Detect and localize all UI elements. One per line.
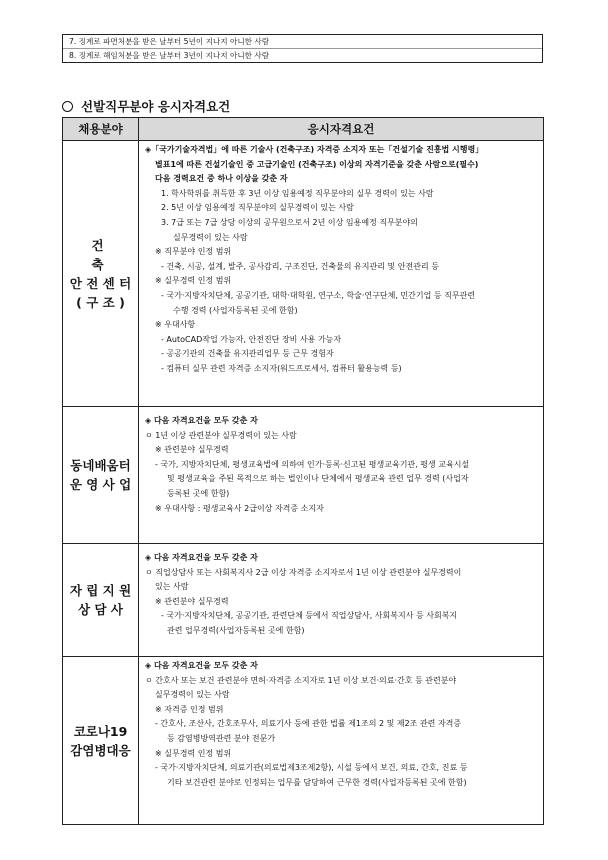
requirements-cell [139, 407, 544, 544]
circle-bullet-icon [62, 101, 73, 112]
category-line: 감염병대응 [70, 742, 131, 758]
category-line: 코로나19 [73, 723, 128, 739]
requirement-line: 실무경력이 있는 사람 [155, 690, 230, 700]
requirement-line: 및 평생교육을 주된 목적으로 하는 법인이나 단체에서 평생교육 관련 업무 경력 (사업자 [167, 474, 469, 484]
category-line: 안 전 센 터 [69, 275, 132, 291]
requirement-line: - 국가, 지방자치단체, 평생교육법에 의하여 인가·등록·신고된 평생교육기관, 평생 교육시설 [155, 459, 470, 469]
section-title-text: 선발직무분야 응시자격요건 [81, 99, 231, 114]
requirement-line: 있는 사람 [155, 582, 189, 592]
requirements-cell [139, 141, 544, 407]
category-line: 동네배움터 [70, 458, 131, 473]
requirements-cell [139, 657, 544, 825]
requirement-line: 다음 경력요건 중 하나 이상을 갖춘 자 [155, 174, 288, 184]
qualification-table [62, 117, 544, 825]
requirement-line: ◈「국가기술자격법」에 따른 기술사 (건축구조) 자격증 소지자 또는「건설기술 진흥법 시행령」 [145, 145, 484, 154]
requirement-line: 1. 학사학위를 취득한 후 3년 이상 임용예정 직무분야의 실무 경력이 있는 사람 [161, 188, 434, 198]
requirement-line: - 건축, 시공, 설계, 발주, 공사감리, 구조진단, 건축물의 유지관리 및 안전관리 등 [161, 261, 439, 271]
requirements-cell [139, 544, 544, 657]
table-row [63, 657, 544, 825]
requirement-line: ※ 관련분야 실무경력 [155, 445, 229, 455]
requirement-line: ※ 실무경력 인정 범위 [155, 748, 232, 758]
requirement-line: - 간호사, 조산사, 간호조무사, 의료기사 등에 관한 법률 제1조의 2 및 제2조 관련 자격증 [155, 719, 462, 729]
requirement-line: - AutoCAD작업 가능자, 안전진단 장비 사용 가능자 [161, 334, 342, 344]
requirement-line: ※ 우대사항 [155, 320, 196, 330]
category-cell [63, 141, 139, 407]
category-line: 건 축 [91, 237, 118, 272]
requirement-line: ㅇ 간호사 또는 보건 관련분야 면허·자격증 소지자로 1년 이상 보건·의료·간호 등 관련분야 [145, 675, 457, 685]
category-line: 자 립 지 원 [69, 583, 132, 598]
requirement-line: 관련 업무경력(사업자등록된 곳에 한함) [167, 625, 305, 635]
requirement-line: ㅇ 1년 이상 관련분야 실무경력이 있는 사람 [145, 430, 297, 440]
requirement-line: 기타 보건관련 분야로 인정되는 업무를 담당하여 근무한 경력(사업자등록된 곳에 한함) [167, 777, 467, 787]
requirement-line: 3. 7급 또는 7급 상당 이상의 공무원으로서 2년 이상 임용예정 직무분야의 [161, 217, 418, 227]
table-row [63, 141, 544, 407]
table-row [63, 544, 544, 657]
table-row [63, 407, 544, 544]
requirement-line: ※ 우대사항 : 평생교육사 2급이상 자격증 소지자 [155, 503, 324, 513]
requirement-line: 등록된 곳에 한함) [167, 488, 230, 498]
section-title [62, 97, 230, 115]
requirement-line: - 컴퓨터 실무 관련 자격증 소지자(워드프로세서, 컴퓨터 활용능력 등) [161, 363, 402, 373]
requirement-line: 수행 경력 (사업자등록된 곳에 한함) [173, 305, 298, 315]
requirement-line: ◈ 다음 자격요건을 모두 갖춘 자 [145, 661, 258, 670]
disqualification-notes-box [62, 34, 543, 63]
requirement-line: 별표1에 따른 건설기술인 중 고급기술인 (건축구조) 이상의 자격기준을 갖춘 사람으로(필수) [155, 159, 479, 169]
note-line: 7. 징계로 파면처분을 받은 날부터 5년이 지나지 아니한 사람 [69, 37, 270, 46]
col-header-field: 채용분야 [63, 118, 139, 141]
category-line: 운 영 사 업 [69, 477, 132, 492]
requirement-line: ㅇ 직업상담사 또는 사회복지사 2급 이상 자격증 소지자로서 1년 이상 관련분야 실무경력이 [145, 567, 462, 577]
requirement-line: 2. 5년 이상 임용예정 직무분야의 실무경력이 있는 사람 [161, 203, 354, 213]
category-cell [63, 544, 139, 657]
requirement-line: - 국가·지방자치단체, 공공기관, 관련단체 등에서 직업상담사, 사회복지사 등 사회복지 [161, 611, 458, 621]
requirement-line: ◈ 다음 자격요건을 모두 갖춘 자 [145, 553, 258, 562]
requirement-line: 등 감염병방역관련 분야 전문가 [167, 733, 276, 743]
col-header-requirements: 응시자격요건 [139, 118, 544, 141]
requirement-line: - 국가·지방자치단체, 공공기관, 대학·대학원, 연구소, 학술·연구단체, 민간기업 등 직무관련 [161, 290, 476, 300]
category-cell [63, 657, 139, 825]
category-line: 상 담 사 [78, 602, 123, 617]
requirement-line: ※ 관련분야 실무경력 [155, 596, 229, 606]
category-line: ( 구 조 ) [76, 294, 125, 310]
requirement-line: ※ 자격증 인정 범위 [155, 704, 224, 714]
requirement-line: ※ 실무경력 인정 범위 [155, 276, 232, 286]
requirement-line: - 국가·지방자치단체, 의료기관(의료법제3조제2항), 시설 등에서 보건, 의료, 간호, 진료 등 [155, 763, 468, 773]
category-cell [63, 407, 139, 544]
requirement-line: ◈ 다음 자격요건을 모두 갖춘 자 [145, 416, 258, 425]
requirement-line: ※ 직무분야 인정 범위 [155, 247, 232, 257]
table-header-row [63, 118, 544, 141]
requirement-line: - 공공기관의 건축물 유지관리업무 등 근무 경험자 [161, 349, 334, 359]
note-line: 8. 징계로 해임처분을 받은 날부터 3년이 지나지 아니한 사람 [63, 48, 542, 62]
requirement-line: 실무경력이 있는 사람 [173, 232, 248, 242]
